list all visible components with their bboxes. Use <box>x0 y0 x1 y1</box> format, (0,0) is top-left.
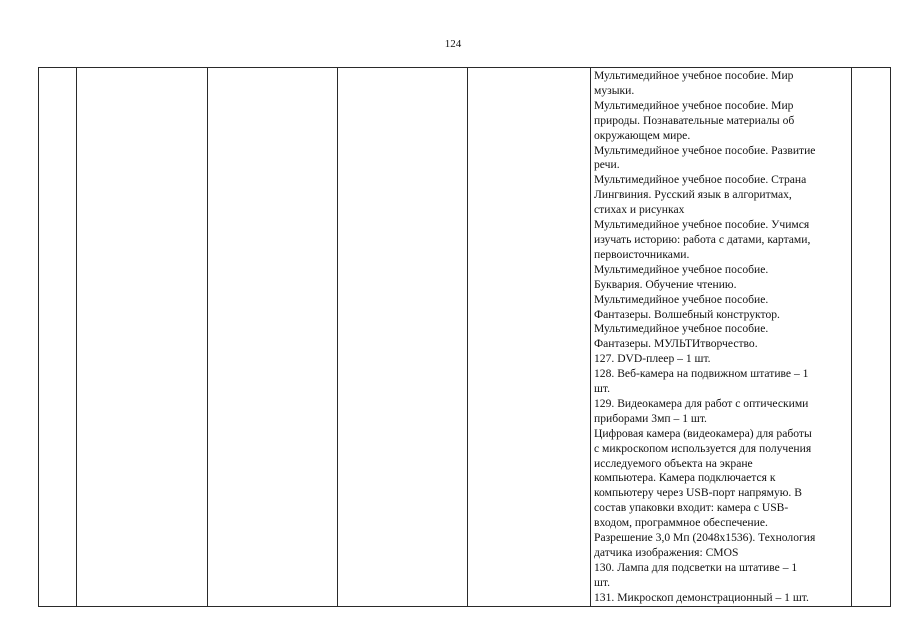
equipment-list-line: Мультимедийное учебное пособие. Мир <box>594 98 794 112</box>
equipment-list-line: музыки. <box>594 83 635 97</box>
equipment-list-line: Лингвиния. Русский язык в алгоритмах, <box>594 188 792 202</box>
equipment-list-line: компьютеру через USB-порт напрямую. В <box>594 486 802 500</box>
equipment-list-line: приборами 3мп – 1 шт. <box>594 411 707 425</box>
equipment-list-line: Фантазеры. Волшебный конструктор. <box>594 307 780 321</box>
equipment-list-line: Мультимедийное учебное пособие. Учимся <box>594 218 810 232</box>
equipment-list-line: Мультимедийное учебное пособие. Развитие <box>594 143 816 157</box>
equipment-list-line: Буквария. Обучение чтению. <box>594 277 737 291</box>
equipment-list-line: Мультимедийное учебное пособие. <box>594 292 769 306</box>
equipment-list-line: Цифровая камера (видеокамера) для работы <box>594 426 812 440</box>
equipment-list-line: 128. Веб-камера на подвижном штативе – 1 <box>594 367 809 381</box>
table-cell-col-5 <box>468 68 591 607</box>
equipment-list-line: Мультимедийное учебное пособие. Мир <box>594 69 794 82</box>
equipment-list-line: стихах и рисунках <box>594 203 685 217</box>
equipment-table <box>38 67 891 607</box>
equipment-list-line: компьютера. Камера подключается к <box>594 471 776 485</box>
equipment-list-line: природы. Познавательные материалы об <box>594 113 795 127</box>
equipment-list-line: окружающем мире. <box>594 128 691 142</box>
table-cell-col-7 <box>852 68 891 607</box>
equipment-list-line: 127. DVD-плеер – 1 шт. <box>594 352 711 366</box>
equipment-list-line: Мультимедийное учебное пособие. Страна <box>594 173 807 187</box>
table-cell-col-3 <box>208 68 338 607</box>
equipment-list-line: Мультимедийное учебное пособие. <box>594 322 769 336</box>
table-row <box>39 68 891 607</box>
equipment-list-line: 129. Видеокамера для работ с оптическими <box>594 396 809 410</box>
table-cell-col-2 <box>77 68 208 607</box>
equipment-list-line: исследуемого объекта на экране <box>594 456 753 470</box>
equipment-list-text <box>591 68 851 606</box>
equipment-list-line: входом, программное обеспечение. <box>594 516 768 530</box>
table-cell-col-4 <box>338 68 468 607</box>
page-number: 124 <box>444 38 462 50</box>
table-cell-equipment-list <box>591 68 852 607</box>
equipment-list-line: шт. <box>594 382 611 396</box>
equipment-list-line: речи. <box>594 158 620 172</box>
equipment-list-line: Мультимедийное учебное пособие. <box>594 262 769 276</box>
equipment-list-line: датчика изображения: CMOS <box>594 546 739 559</box>
equipment-list-line: Фантазеры. МУЛЬТИтворчество. <box>594 337 758 351</box>
equipment-list-line: с микроскопом используется для получения <box>594 441 812 455</box>
equipment-list-line: изучать историю: работа с датами, картами, <box>594 232 811 246</box>
equipment-list-line: Разрешение 3,0 Мп (2048x1536). Технология <box>594 531 816 545</box>
table-cell-col-1 <box>39 68 77 607</box>
equipment-list-line: 130. Лампа для подсветки на штативе – 1 <box>594 560 798 574</box>
equipment-list-line: первоисточниками. <box>594 247 690 261</box>
equipment-list-line: шт. <box>594 575 611 589</box>
equipment-list-line: состав упаковки входит: камера с USB- <box>594 501 789 515</box>
equipment-list-line: 131. Микроскоп демонстрационный – 1 шт. <box>594 590 809 604</box>
